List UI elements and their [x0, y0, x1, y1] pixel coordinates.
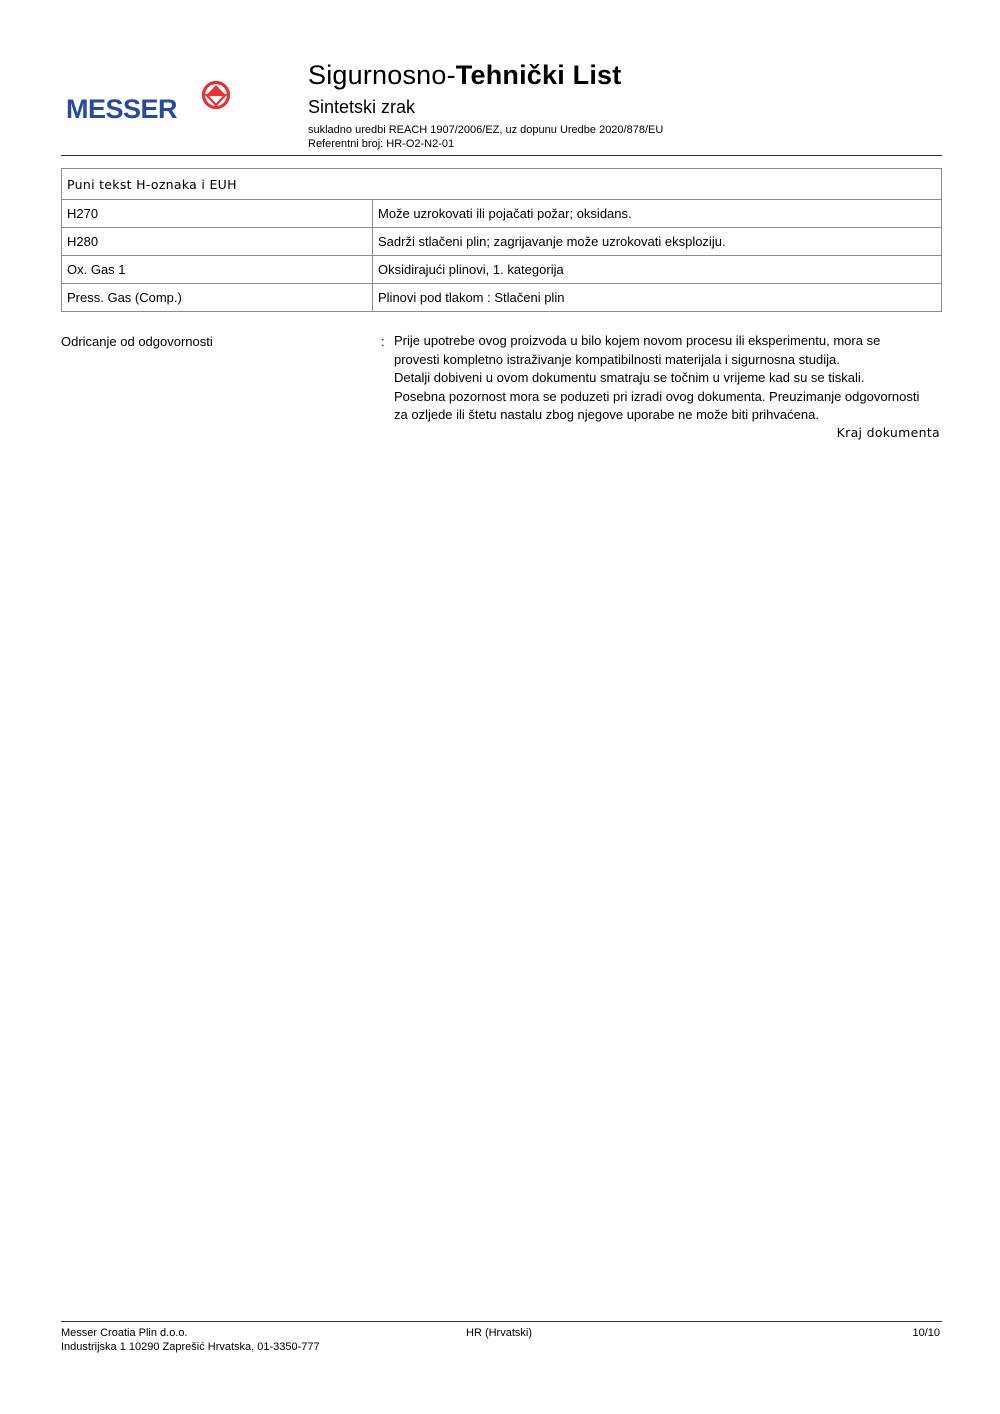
messer-logo — [66, 80, 236, 124]
footer-company-info — [61, 1326, 320, 1354]
document-meta — [308, 123, 663, 151]
table-row — [62, 256, 942, 284]
h-text: Plinovi pod tlakom : Stlačeni plin — [373, 284, 942, 312]
disclaimer-text — [394, 332, 942, 425]
h-code: Ox. Gas 1 — [62, 256, 373, 284]
messer-emblem-icon — [201, 80, 231, 110]
disclaimer-line: Prije upotrebe ovog proizvoda u bilo kojem novom procesu ili eksperimentu, mora se — [394, 333, 881, 348]
table-row — [62, 228, 942, 256]
disclaimer-line: provesti kompletno istraživanje kompatibilnosti materijala i sigurnosna studija. — [394, 351, 840, 367]
disclaimer-colon: : — [381, 334, 385, 349]
reference-number: Referentni broj: HR-O2-N2-01 — [308, 138, 455, 150]
h-code: Press. Gas (Comp.) — [62, 284, 373, 312]
product-name: Sintetski zrak — [308, 97, 416, 117]
footer-divider — [61, 1321, 942, 1322]
h-text: Može uzrokovati ili pojačati požar; oksidans. — [373, 200, 942, 228]
footer-address: Industrijska 1 10290 Zaprešić Hrvatska, 01-3350-777 — [61, 1341, 320, 1353]
h-code: H270 — [62, 200, 373, 228]
table-row — [62, 284, 942, 312]
h-code: H280 — [62, 228, 373, 256]
disclaimer-line: Posebna pozornost mora se poduzeti pri izradi ovog dokumenta. Preuzimanje odgovornosti — [394, 388, 920, 404]
regulation-note: sukladno uredbi REACH 1907/2006/EZ, uz dopunu Uredbe 2020/878/EU — [308, 124, 664, 136]
h-statements-table — [61, 168, 942, 312]
footer-language: HR (Hrvatski) — [466, 1327, 532, 1339]
h-text: Sadrži stlačeni plin; zagrijavanje može uzrokovati eksploziju. — [373, 228, 942, 256]
header-divider — [61, 155, 942, 156]
footer-company: Messer Croatia Plin d.o.o. — [61, 1327, 188, 1339]
page-number: 10/10 — [912, 1327, 940, 1339]
disclaimer-line: Detalji dobiveni u ovom dokumentu smatraju se točnim u vrijeme kad su se tiskali. — [394, 370, 865, 386]
table-heading: Puni tekst H-oznaka i EUH — [62, 169, 942, 200]
disclaimer-label: Odricanje od odgovornosti — [61, 334, 213, 349]
end-of-document: Kraj dokumenta — [836, 425, 940, 440]
logo-wordmark: MESSER — [66, 94, 178, 124]
page-title: Sigurnosno-Tehnički List — [308, 60, 622, 90]
table-row — [62, 200, 942, 228]
disclaimer-line: za ozljede ili štetu nastalu zbog njegove uporabe ne može biti prihvaćena. — [394, 407, 819, 423]
table-heading-row — [62, 169, 942, 200]
h-text: Oksidirajući plinovi, 1. kategorija — [373, 256, 942, 284]
